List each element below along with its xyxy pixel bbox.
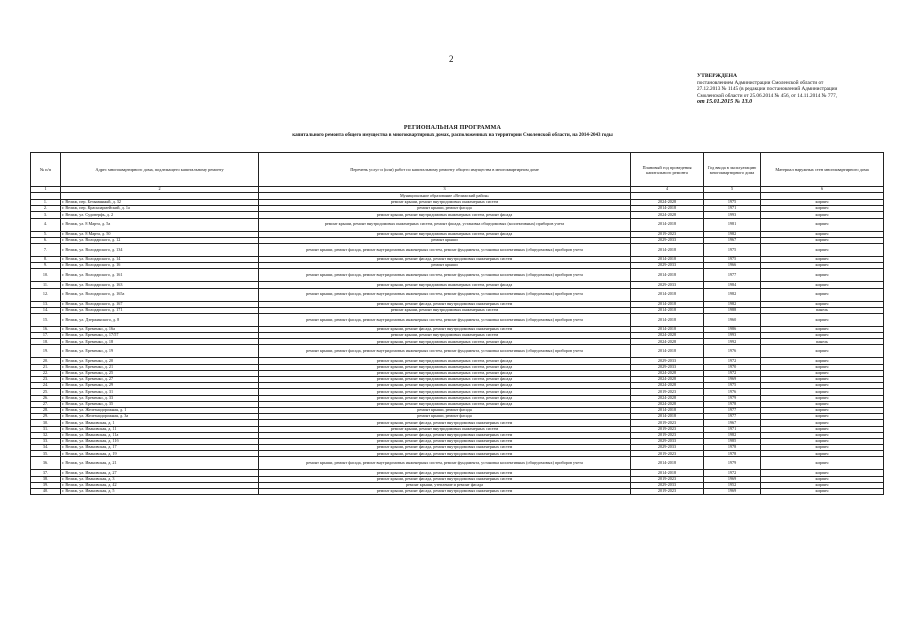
row-address: г. Велиж, ул. Володарского, д. 16 (61, 263, 259, 269)
row-address: г. Велиж, ул. Володарского, д. 165а (61, 288, 259, 301)
table-header-row (31, 153, 884, 187)
row-planned-period: 2019-2023 (631, 451, 704, 457)
approval-signature-line: от 15.01.2015 № 13.0 (697, 99, 753, 106)
row-wall-material: панель (761, 307, 884, 313)
row-number: 31. (31, 426, 61, 432)
row-commission-year: 1985 (704, 438, 761, 444)
row-wall-material: кирпич (761, 364, 884, 370)
row-planned-period: 2014-2018 (631, 269, 704, 282)
row-commission-year: 1993 (704, 212, 761, 218)
row-planned-period: 2029-2033 (631, 358, 704, 364)
row-address: г. Велиж, ул. 8 Марта, д. 5а (61, 218, 259, 231)
row-planned-period: 2014-2018 (631, 313, 704, 326)
column-number: 4 (631, 187, 704, 193)
row-number: 30. (31, 420, 61, 426)
row-address: г. Велиж, пер. Безымянный, д. 32 (61, 200, 259, 206)
row-wall-material: кирпич (761, 482, 884, 488)
row-wall-material: кирпич (761, 256, 884, 262)
row-address: г. Велиж, ул. Ивановская, д. 3 (61, 476, 259, 482)
row-commission-year: 1969 (704, 377, 761, 383)
row-commission-year: 1977 (704, 414, 761, 420)
row-address: г. Велиж, ул. Ивановская, д. 19 (61, 451, 259, 457)
row-number: 3. (31, 212, 61, 218)
row-commission-year: 1978 (704, 445, 761, 451)
header-planned-year: Плановый год проведения капитального ремонта (631, 153, 704, 187)
approval-line: постановлением Администрации Смоленской области от (697, 79, 824, 86)
row-wall-material: кирпич (761, 282, 884, 288)
row-wall-material: кирпич (761, 370, 884, 376)
row-planned-period: 2019-2023 (631, 489, 704, 495)
column-number: 2 (61, 187, 259, 193)
header-address: Адрес многоквартирного дома, подлежащего капитальному ремонту (61, 153, 259, 187)
row-planned-period: 2024-2028 (631, 333, 704, 339)
row-planned-period: 2014-2018 (631, 326, 704, 332)
row-works: ремонт крыши, ремонт фасада, ремонт внутридомовых инженерных систем (259, 476, 631, 482)
row-planned-period: 2029-2033 (631, 482, 704, 488)
row-number: 24. (31, 383, 61, 389)
row-address: г. Велиж, ул. Железнодорожная, д. 1 (61, 407, 259, 413)
row-address: г. Велиж, ул. Еременко, д. 17/57 (61, 333, 259, 339)
row-planned-period: 2014-2018 (631, 218, 704, 231)
row-number: 13. (31, 301, 61, 307)
row-works: ремонт крыши, ремонт фасада, ремонт внутридомовых инженерных систем, ремонт фундамента, установка коллективных (общедомовых) приборов учета (259, 269, 631, 282)
row-address: г. Велиж, ул. Еременко, д. 27 (61, 377, 259, 383)
row-planned-period: 2014-2018 (631, 407, 704, 413)
row-planned-period: 2024-2028 (631, 395, 704, 401)
row-wall-material: кирпич (761, 231, 884, 237)
row-address: г. Велиж, ул. Ивановская, д. 11б (61, 438, 259, 444)
row-wall-material: кирпич (761, 407, 884, 413)
row-commission-year: 1975 (704, 243, 761, 256)
row-works: ремонт крыши, ремонт внутридомовых инженерных систем, ремонт фасада (259, 212, 631, 218)
row-planned-period: 2029-2033 (631, 237, 704, 243)
table-row (31, 218, 884, 231)
row-number: 40. (31, 489, 61, 495)
row-commission-year: 1967 (704, 237, 761, 243)
row-number: 20. (31, 358, 61, 364)
row-works: ремонт крыши, ремонт фасада, ремонт внутридомовых инженерных систем (259, 301, 631, 307)
row-works: ремонт крыши, ремонт внутридомовых инженерных систем, ремонт фасада (259, 231, 631, 237)
row-planned-period: 2024-2028 (631, 212, 704, 218)
row-wall-material: кирпич (761, 395, 884, 401)
header-works: Перечень услуг и (или) работ по капитальному ремонту общего имущества в многоквартирном доме (259, 153, 631, 187)
row-works: ремонт крыши, ремонт внутридомовых инженерных систем, ремонт фасада (259, 395, 631, 401)
row-works: ремонт крыши, ремонт внутридомовых инженерных систем (259, 426, 631, 432)
row-planned-period: 2024-2028 (631, 401, 704, 407)
row-works: ремонт крыши, ремонт фасада, ремонт внутридомовых инженерных систем, ремонт фундамента, установка коллективных (общедомовых) приборов учета (259, 313, 631, 326)
row-address: г. Велиж, ул. Еременко, д. 20 (61, 358, 259, 364)
row-address: г. Велиж, ул. Ивановская, д. 5 (61, 489, 259, 495)
row-number: 17. (31, 333, 61, 339)
row-planned-period: 2029-2033 (631, 263, 704, 269)
row-works: ремонт крыши, ремонт внутридомовых инженерных систем, ремонт фасада (259, 401, 631, 407)
row-commission-year: 1986 (704, 326, 761, 332)
row-wall-material: кирпич (761, 212, 884, 218)
row-address: г. Велиж, ул. Еременко, д. 33 (61, 395, 259, 401)
column-number: 6 (761, 187, 884, 193)
row-wall-material: кирпич (761, 345, 884, 358)
row-commission-year: 1982 (704, 231, 761, 237)
row-works: ремонт крыши, ремонт внутридомовых инженерных систем, ремонт фасада, установка общедомовых (коллективных) приборов учета (259, 218, 631, 231)
row-works: ремонт крыши, ремонт внутридомовых инженерных систем, ремонт фасада (259, 358, 631, 364)
column-number: 3 (259, 187, 631, 193)
row-planned-period: 2014-2018 (631, 206, 704, 212)
row-commission-year: 1975 (704, 383, 761, 389)
row-commission-year: 1993 (704, 333, 761, 339)
row-address: г. Велиж, пер. Красноармейский, д. 1а (61, 206, 259, 212)
row-wall-material: кирпич (761, 457, 884, 470)
column-number: 5 (704, 187, 761, 193)
row-address: г. Велиж, ул. Судоверфь, д. 2 (61, 212, 259, 218)
row-commission-year: 1952 (704, 482, 761, 488)
row-planned-period: 2024-2028 (631, 370, 704, 376)
row-address: г. Велиж, ул. Володарского, д. 171 (61, 307, 259, 313)
row-works: ремонт крыши, ремонт фасада, ремонт внутридомовых инженерных систем (259, 420, 631, 426)
row-planned-period: 2014-2018 (631, 345, 704, 358)
row-works: ремонт крыши, ремонт внутридомовых инженерных систем, ремонт фасада (259, 282, 631, 288)
row-number: 21. (31, 364, 61, 370)
table-row (31, 288, 884, 301)
row-number: 4. (31, 218, 61, 231)
table-row (31, 489, 884, 495)
row-number: 7. (31, 243, 61, 256)
approval-heading: УТВЕРЖДЕНА (697, 73, 738, 79)
row-planned-period: 2024-2028 (631, 200, 704, 206)
row-planned-period: 2014-2018 (631, 307, 704, 313)
row-number: 38. (31, 476, 61, 482)
row-number: 33. (31, 438, 61, 444)
row-number: 23. (31, 377, 61, 383)
row-number: 36. (31, 457, 61, 470)
row-wall-material: кирпич (761, 288, 884, 301)
row-planned-period: 2019-2023 (631, 389, 704, 395)
row-commission-year: 1984 (704, 282, 761, 288)
row-commission-year: 1972 (704, 358, 761, 364)
row-commission-year: 1988 (704, 307, 761, 313)
approval-block (697, 73, 897, 106)
row-address: г. Велиж, ул. Ивановская, д. 11 (61, 426, 259, 432)
row-commission-year: 1992 (704, 339, 761, 345)
row-works: ремонт крыши, утепление и ремонт фасада (259, 482, 631, 488)
row-wall-material: кирпич (761, 420, 884, 426)
row-commission-year: 1969 (704, 489, 761, 495)
table-row (31, 457, 884, 470)
row-number: 27. (31, 401, 61, 407)
row-wall-material: кирпич (761, 451, 884, 457)
row-address: г. Велиж, ул. Ивановская, д. 21 (61, 457, 259, 470)
row-commission-year: 1972 (704, 470, 761, 476)
row-commission-year: 1971 (704, 206, 761, 212)
row-works: ремонт крыши, ремонт фасада, ремонт внутридомовых инженерных систем (259, 489, 631, 495)
header-number: № п/п (31, 153, 61, 187)
row-works: ремонт крыши, ремонт внутридомовых инженерных систем, ремонт фасада (259, 339, 631, 345)
row-commission-year: 1982 (704, 301, 761, 307)
row-works: ремонт крыши (259, 237, 631, 243)
row-commission-year: 1975 (704, 200, 761, 206)
row-planned-period: 2014-2018 (631, 470, 704, 476)
row-works: ремонт крыши, ремонт фасада, ремонт внутридомовых инженерных систем (259, 470, 631, 476)
row-works: ремонт крыши, ремонт фасада, ремонт внутридомовых инженерных систем (259, 451, 631, 457)
row-number: 37. (31, 470, 61, 476)
row-address: г. Велиж, ул. Ивановская, д. 42 (61, 482, 259, 488)
row-planned-period: 2029-2033 (631, 445, 704, 451)
row-planned-period: 2029-2033 (631, 282, 704, 288)
row-works: ремонт крыши, ремонт фасада, ремонт внутридомовых инженерных систем (259, 326, 631, 332)
header-commission-year: Год ввода в эксплуатацию многоквартирного дома (704, 153, 761, 187)
row-address: г. Велиж, ул. Еременко, д. 35 (61, 401, 259, 407)
table-row (31, 269, 884, 282)
row-works: ремонт крыши, ремонт фасада, ремонт внутридомовых инженерных систем, ремонт фундамента, установка коллективных (общедомовых) приборов учета (259, 457, 631, 470)
row-number: 35. (31, 451, 61, 457)
row-commission-year: 1982 (704, 432, 761, 438)
row-address: г. Велиж, ул. Железнодорожная, д. 3а (61, 414, 259, 420)
row-planned-period: 2019-2023 (631, 231, 704, 237)
row-address: г. Велиж, ул. Володарского, д. 161 (61, 269, 259, 282)
row-wall-material: кирпич (761, 445, 884, 451)
row-number: 1. (31, 200, 61, 206)
row-commission-year: 1978 (704, 401, 761, 407)
table-row (31, 345, 884, 358)
row-planned-period: 2019-2023 (631, 432, 704, 438)
row-works: ремонт крыши, ремонт внутридомовых инженерных систем, ремонт фасада (259, 370, 631, 376)
row-wall-material: кирпич (761, 326, 884, 332)
row-commission-year: 1976 (704, 389, 761, 395)
row-number: 18. (31, 339, 61, 345)
row-works: ремонт крыши, ремонт фасада, ремонт внутридомовых инженерных систем (259, 438, 631, 444)
row-wall-material: кирпич (761, 377, 884, 383)
row-commission-year: 1977 (704, 407, 761, 413)
row-planned-period: 2014-2018 (631, 243, 704, 256)
row-number: 28. (31, 407, 61, 413)
row-commission-year: 1966 (704, 263, 761, 269)
row-planned-period: 2019-2023 (631, 426, 704, 432)
row-number: 15. (31, 313, 61, 326)
row-wall-material: кирпич (761, 301, 884, 307)
row-wall-material: кирпич (761, 358, 884, 364)
row-number: 11. (31, 282, 61, 288)
row-number: 16. (31, 326, 61, 332)
row-commission-year: 1981 (704, 218, 761, 231)
program-table (30, 152, 884, 495)
row-number: 32. (31, 432, 61, 438)
table-row (31, 243, 884, 256)
row-number: 5. (31, 231, 61, 237)
row-wall-material: кирпич (761, 313, 884, 326)
row-wall-material: кирпич (761, 476, 884, 482)
row-address: г. Велиж, ул. Еременко, д. 25 (61, 370, 259, 376)
row-address: г. Велиж, ул. Еременко, д. 29 (61, 383, 259, 389)
row-commission-year: 1982 (704, 288, 761, 301)
row-number: 10. (31, 269, 61, 282)
row-address: г. Велиж, ул. Еременко, д. 18 (61, 339, 259, 345)
row-planned-period: 2014-2018 (631, 457, 704, 470)
row-works: ремонт крыши, ремонт внутридомовых инженерных систем (259, 307, 631, 313)
row-wall-material: кирпич (761, 237, 884, 243)
row-wall-material: кирпич (761, 414, 884, 420)
row-address: г. Велиж, ул. Ивановская, д. 27 (61, 470, 259, 476)
header-wall-material: Материал наружных стен многоквартирного дома (761, 153, 884, 187)
row-wall-material: кирпич (761, 426, 884, 432)
row-commission-year: 1960 (704, 313, 761, 326)
row-commission-year: 1978 (704, 451, 761, 457)
document-title: РЕГИОНАЛЬНАЯ ПРОГРАММА (403, 125, 502, 131)
row-planned-period: 2014-2018 (631, 256, 704, 262)
row-works: ремонт крыши, ремонт фасада (259, 407, 631, 413)
row-works: ремонт крыши, ремонт фасада, ремонт внутридомовых инженерных систем (259, 445, 631, 451)
row-planned-period: 2019-2023 (631, 420, 704, 426)
row-address: г. Велиж, ул. Ивановская, д. 1 (61, 420, 259, 426)
row-wall-material: кирпич (761, 206, 884, 212)
row-address: г. Велиж, ул. Володарского, д. 14 (61, 256, 259, 262)
row-address: г. Велиж, ул. Володарского, д. 167 (61, 301, 259, 307)
row-commission-year: 1979 (704, 457, 761, 470)
approval-line: Смоленской области от 25.06.2014 № 456, от 14.11.2014 № 777, (697, 92, 838, 99)
row-commission-year: 1970 (704, 364, 761, 370)
document-subtitle: капитального ремонта общего имущества в многоквартирных домах, расположенных на территории Смоленской области, на 2014-2043 годы (292, 133, 613, 138)
row-works: ремонт крыши, ремонт внутридомовых инженерных систем, ремонт фасада (259, 377, 631, 383)
page-number: 2 (449, 54, 454, 64)
row-planned-period: 2029-2033 (631, 438, 704, 444)
row-works: ремонт крыши, ремонт внутридомовых инженерных систем (259, 333, 631, 339)
column-number: 1 (31, 187, 61, 193)
row-address: г. Велиж, ул. Володарского, д. 134 (61, 243, 259, 256)
row-wall-material: кирпич (761, 470, 884, 476)
table-row (31, 313, 884, 326)
row-planned-period: 2014-2018 (631, 414, 704, 420)
row-commission-year: 1972 (704, 370, 761, 376)
row-wall-material: кирпич (761, 333, 884, 339)
row-wall-material: кирпич (761, 389, 884, 395)
row-number: 29. (31, 414, 61, 420)
row-wall-material: кирпич (761, 200, 884, 206)
row-commission-year: 1971 (704, 426, 761, 432)
row-wall-material: кирпич (761, 383, 884, 389)
row-wall-material: кирпич (761, 243, 884, 256)
municipality-row (31, 193, 884, 200)
row-number: 39. (31, 482, 61, 488)
row-works: ремонт крыши, ремонт фасада, ремонт внутридомовых инженерных систем, ремонт фундамента, установка коллективных (общедомовых) приборов учета (259, 345, 631, 358)
row-address: г. Велиж, ул. 8 Марта, д. 50 (61, 231, 259, 237)
row-address: г. Велиж, ул. Еременко, д. 21 (61, 364, 259, 370)
row-works: ремонт крыши, ремонт фасада, ремонт внутридомовых инженерных систем, ремонт фундамента, установка коллективных (общедомовых) приборов учета (259, 288, 631, 301)
row-number: 12. (31, 288, 61, 301)
row-planned-period: 2019-2023 (631, 476, 704, 482)
row-works: ремонт крыши, ремонт фасада (259, 206, 631, 212)
row-wall-material: кирпич (761, 489, 884, 495)
row-works: ремонт крыши, ремонт фасада, ремонт внутридомовых инженерных систем (259, 256, 631, 262)
approval-line: 27.12.2013 № 1145 (в редакции постановлений Администрации (697, 86, 838, 93)
row-planned-period: 2024-2028 (631, 339, 704, 345)
municipality-name: Муниципальное образование «Велижский район» (259, 193, 631, 200)
row-planned-period: 2014-2018 (631, 301, 704, 307)
row-works: ремонт крыши, ремонт внутридомовых инженерных систем, ремонт фасада (259, 389, 631, 395)
row-works: ремонт крыши, ремонт внутридомовых инженерных систем (259, 200, 631, 206)
row-planned-period: 2024-2028 (631, 377, 704, 383)
row-commission-year: 1967 (704, 420, 761, 426)
row-address: г. Велиж, ул. Дзержинского, д. 8 (61, 313, 259, 326)
row-wall-material: панель (761, 339, 884, 345)
row-works: ремонт крыши, ремонт фасада, ремонт внутридомовых инженерных систем (259, 432, 631, 438)
row-wall-material: кирпич (761, 269, 884, 282)
row-works: ремонт крыши (259, 263, 631, 269)
row-number: 34. (31, 445, 61, 451)
row-wall-material: кирпич (761, 438, 884, 444)
row-address: г. Велиж, ул. Володарского, д. 12 (61, 237, 259, 243)
row-planned-period: 2029-2033 (631, 364, 704, 370)
row-commission-year: 1977 (704, 269, 761, 282)
row-commission-year: 1976 (704, 345, 761, 358)
row-works: ремонт крыши, ремонт фасада (259, 414, 631, 420)
row-number: 22. (31, 370, 61, 376)
row-wall-material: кирпич (761, 432, 884, 438)
row-number: 8. (31, 256, 61, 262)
row-wall-material: кирпич (761, 218, 884, 231)
row-number: 14. (31, 307, 61, 313)
row-address: г. Велиж, ул. Еременко, д. 16а (61, 326, 259, 332)
row-commission-year: 1969 (704, 476, 761, 482)
row-address: г. Велиж, ул. Еременко, д. 31 (61, 389, 259, 395)
row-works: ремонт крыши, ремонт внутридомовых инженерных систем, ремонт фасада (259, 364, 631, 370)
row-works: ремонт крыши, ремонт внутридомовых инженерных систем, ремонт фасада (259, 383, 631, 389)
row-works: ремонт крыши, ремонт фасада, ремонт внутридомовых инженерных систем, ремонт фундамента, установка коллективных (общедомовых) приборов учета (259, 243, 631, 256)
row-number: 25. (31, 389, 61, 395)
row-planned-period: 2014-2018 (631, 288, 704, 301)
row-commission-year: 1975 (704, 256, 761, 262)
row-wall-material: кирпич (761, 263, 884, 269)
row-number: 9. (31, 263, 61, 269)
row-number: 2. (31, 206, 61, 212)
row-address: г. Велиж, ул. Ивановская, д. 17 (61, 445, 259, 451)
row-address: г. Велиж, ул. Еременко, д. 19 (61, 345, 259, 358)
row-number: 26. (31, 395, 61, 401)
row-number: 19. (31, 345, 61, 358)
row-commission-year: 1979 (704, 395, 761, 401)
row-planned-period: 2024-2028 (631, 383, 704, 389)
row-address: г. Велиж, ул. Ивановская, д. 11а (61, 432, 259, 438)
row-address: г. Велиж, ул. Володарского, д. 163 (61, 282, 259, 288)
row-number: 6. (31, 237, 61, 243)
row-wall-material: кирпич (761, 401, 884, 407)
